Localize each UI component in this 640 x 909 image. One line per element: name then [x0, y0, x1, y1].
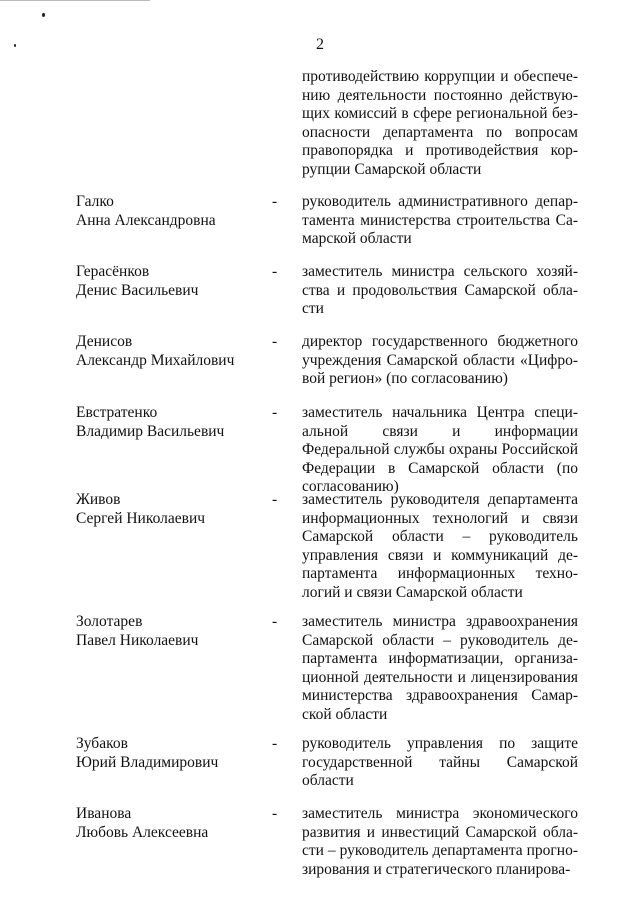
member-surname: Галко	[76, 193, 114, 210]
member-position: заместитель руководителя департамента информационных технологий и связи Самарской области – руководитель управления связи и коммуникаций де- партамента информационных техно- логий и связи Самарской области	[302, 491, 578, 601]
member-surname: Герасёнков	[76, 263, 150, 280]
member-dash: -	[272, 333, 278, 350]
member-name	[76, 735, 266, 772]
member-position: заместитель начальника Центра специ- альной связи и информации Федеральной службы охраны Российской Федерации в Самарской области (по согласованию)	[302, 404, 578, 495]
member-given-names: Любовь Алексеевна	[76, 823, 209, 841]
member-position: руководитель управления по защите государственной тайны Самарской области	[302, 735, 578, 789]
member-given-names: Александр Михайлович	[76, 351, 235, 369]
member-name	[76, 263, 266, 300]
member-dash: -	[272, 491, 278, 508]
member-name	[76, 805, 266, 842]
top-edge-rule	[0, 0, 150, 1]
member-given-names: Сергей Николаевич	[76, 509, 206, 527]
member-surname: Иванова	[76, 805, 132, 822]
member-position: заместитель министра сельского хозяй- ства и продовольствия Самарской обла- сти	[302, 263, 578, 317]
member-entry	[76, 805, 578, 879]
member-entry	[76, 404, 578, 497]
member-name	[76, 333, 266, 370]
member-dash: -	[272, 613, 278, 630]
member-position: заместитель министра здравоохранения Самарской области – руководитель де- партамента информатизации, организа- ционной деятельности и лицензирования министерства здравоохранения Самар- ской области	[302, 613, 578, 723]
member-name	[76, 613, 266, 650]
member-name	[76, 491, 266, 528]
member-entry	[76, 735, 578, 791]
member-position: директор государственного бюджетного учреждения Самарской области «Цифро- вой регион» (по согласованию)	[302, 333, 578, 387]
member-dash: -	[272, 193, 278, 210]
scan-speck	[42, 13, 45, 17]
page-number: 2	[316, 36, 324, 53]
member-entry	[76, 491, 578, 602]
member-position: заместитель министра экономического развития и инвестиций Самарской обла- сти – руководитель департамента прогно- зирования и стратегического планирова-	[302, 805, 578, 878]
member-name	[76, 404, 266, 441]
member-given-names: Павел Николаевич	[76, 631, 199, 649]
member-surname: Зубаков	[76, 735, 128, 752]
member-name	[76, 193, 266, 230]
member-entry	[76, 333, 578, 389]
continuation-text: противодействию коррупции и обеспече- нию деятельности постоянно действую- щих комиссий в сфере региональной без- опасности департамента по вопросам правопорядка и противодействия кор- рупции Самарской области	[302, 68, 578, 178]
member-surname: Евстратенко	[76, 404, 158, 421]
member-surname: Живов	[76, 491, 121, 508]
member-dash: -	[272, 263, 278, 280]
member-entry	[76, 193, 578, 249]
member-given-names: Владимир Васильевич	[76, 422, 225, 440]
member-entry	[76, 613, 578, 724]
member-given-names: Денис Васильевич	[76, 281, 199, 299]
member-dash: -	[272, 805, 278, 822]
member-entry	[76, 263, 578, 319]
member-given-names: Анна Александровна	[76, 211, 216, 229]
member-dash: -	[272, 404, 278, 421]
member-position: руководитель административного депар- тамента министерства строительства Са- марской области	[302, 193, 578, 247]
member-given-names: Юрий Владимирович	[76, 753, 219, 771]
member-surname: Денисов	[76, 333, 133, 350]
member-surname: Золотарев	[76, 613, 143, 630]
member-dash: -	[272, 735, 278, 752]
